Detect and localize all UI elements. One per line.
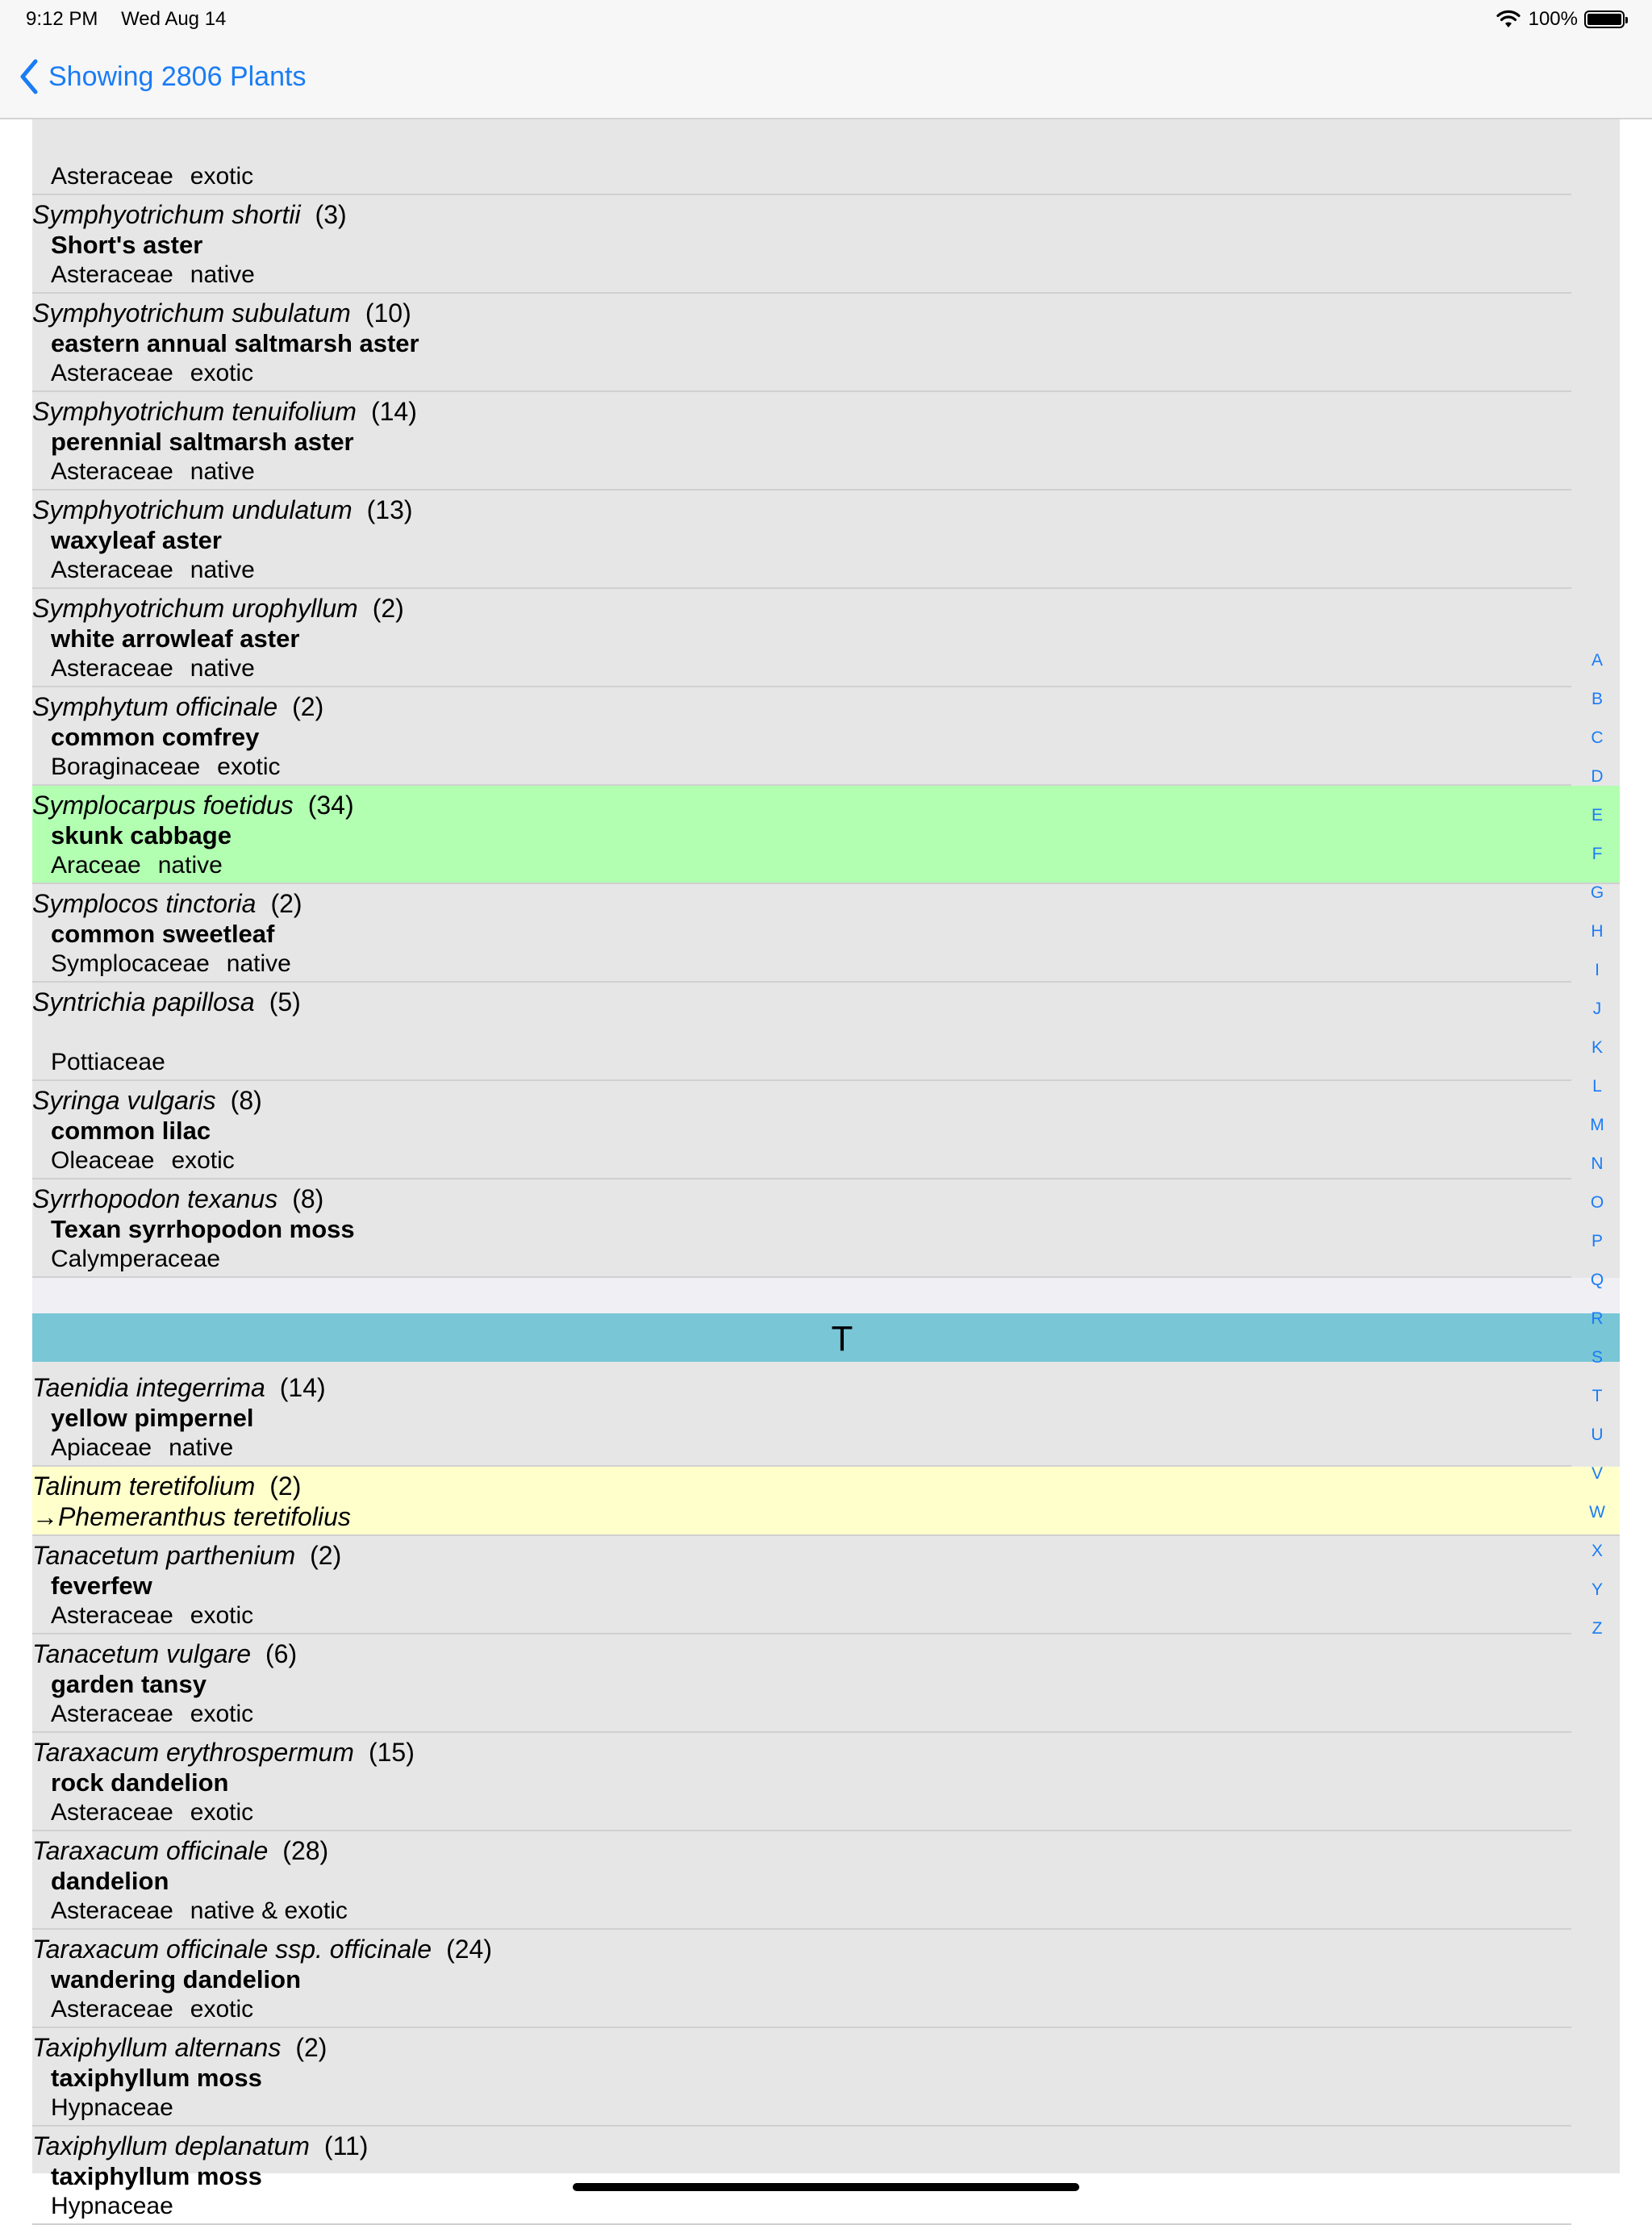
plant-family: Hypnaceae xyxy=(51,2094,173,2121)
back-button-label: Showing 2806 Plants xyxy=(48,61,307,92)
index-letter-l[interactable]: L xyxy=(1592,1077,1602,1096)
plant-family: Asteraceae xyxy=(51,360,173,386)
index-letter-f[interactable]: F xyxy=(1592,845,1603,863)
status-bar xyxy=(0,0,1652,39)
plant-status: exotic xyxy=(190,1799,254,1826)
index-letter-d[interactable]: D xyxy=(1591,767,1604,786)
common-name: Short's aster xyxy=(51,231,203,259)
list-item[interactable] xyxy=(32,1634,1571,1733)
observation-count: (11) xyxy=(323,2131,369,2160)
plant-family: Asteraceae xyxy=(51,1602,173,1629)
plant-family-status xyxy=(51,852,223,879)
plant-family-status xyxy=(51,1434,233,1462)
common-name: skunk cabbage xyxy=(51,821,232,850)
common-name: common lilac xyxy=(51,1117,211,1145)
accepted-name: Phemeranthus teretifolius xyxy=(58,1502,351,1531)
plant-family-status xyxy=(51,1897,348,1925)
common-name: eastern annual saltmarsh aster xyxy=(51,329,419,357)
plant-status: native xyxy=(190,261,255,288)
index-letter-n[interactable]: N xyxy=(1591,1154,1604,1173)
list-item[interactable] xyxy=(32,1467,1620,1536)
index-letter-e[interactable]: E xyxy=(1591,806,1603,824)
common-name: taxiphyllum moss xyxy=(51,2162,262,2190)
plant-title xyxy=(32,987,301,1017)
observation-count: (24) xyxy=(446,1935,492,1964)
scientific-name: Syrrhopodon texanus xyxy=(32,1184,278,1213)
scientific-name: Symphyotrichum subulatum xyxy=(32,298,351,328)
plant-status: native xyxy=(190,655,255,682)
list-item[interactable] xyxy=(32,491,1571,589)
arrow-icon: → xyxy=(32,1502,58,1531)
list-item[interactable] xyxy=(32,1536,1571,1634)
observation-count: (6) xyxy=(265,1639,298,1668)
plant-status: exotic xyxy=(217,753,281,780)
observation-count: (2) xyxy=(270,889,302,918)
scientific-name: Tanacetum parthenium xyxy=(32,1541,296,1570)
home-indicator[interactable] xyxy=(573,2183,1079,2191)
list-item[interactable] xyxy=(32,195,1571,294)
index-letter-u[interactable]: U xyxy=(1591,1426,1604,1444)
observation-count: (28) xyxy=(282,1836,329,1865)
common-name: garden tansy xyxy=(51,1670,206,1698)
common-name: taxiphyllum moss xyxy=(51,2064,262,2092)
plant-family: Asteraceae xyxy=(51,1799,173,1826)
plant-family-status xyxy=(51,360,253,387)
index-letter-p[interactable]: P xyxy=(1591,1232,1603,1250)
list-item[interactable] xyxy=(32,687,1571,786)
section-letter: T xyxy=(831,1319,853,1359)
observation-count: (3) xyxy=(315,200,347,229)
status-time: 9:12 PM xyxy=(26,8,98,30)
plant-title xyxy=(32,1472,301,1501)
observation-count: (13) xyxy=(366,495,413,524)
plant-status: exotic xyxy=(190,1701,254,1727)
observation-count: (2) xyxy=(292,692,324,721)
plant-title xyxy=(32,1639,297,1669)
plant-title xyxy=(32,594,404,624)
plant-list[interactable] xyxy=(32,119,1620,2219)
plant-family-status xyxy=(51,1602,253,1630)
battery-percent: 100% xyxy=(1528,8,1578,30)
list-item[interactable] xyxy=(32,589,1571,687)
plant-family: Asteraceae xyxy=(51,458,173,485)
scientific-name: Taxiphyllum deplanatum xyxy=(32,2131,310,2160)
index-letter-v[interactable]: V xyxy=(1591,1464,1603,1483)
list-item[interactable] xyxy=(32,1930,1571,2028)
plant-family-status xyxy=(51,2193,190,2220)
common-name: common comfrey xyxy=(51,723,260,751)
plant-family-status xyxy=(51,1799,253,1826)
plant-title xyxy=(32,1541,341,1571)
plant-family: Apiaceae xyxy=(51,1434,152,1461)
list-item[interactable] xyxy=(32,2127,1571,2225)
battery-level-fill xyxy=(1587,14,1621,25)
synonym-target xyxy=(32,1502,351,1532)
plant-status: native xyxy=(226,950,291,977)
plant-family: Asteraceae xyxy=(51,163,173,190)
plant-status: exotic xyxy=(171,1147,235,1174)
list-item[interactable] xyxy=(32,884,1571,983)
scientific-name: Tanacetum vulgare xyxy=(32,1639,251,1668)
back-button[interactable] xyxy=(18,58,306,95)
status-date: Wed Aug 14 xyxy=(121,8,227,30)
plant-family: Araceae xyxy=(51,852,141,879)
scientific-name: Symphytum officinale xyxy=(32,692,278,721)
index-letter-y[interactable]: Y xyxy=(1591,1580,1603,1599)
plant-family-status xyxy=(51,1147,235,1175)
plant-title xyxy=(32,2131,368,2161)
scientific-name: Taraxacum erythrospermum xyxy=(32,1738,354,1767)
observation-count: (2) xyxy=(372,594,404,623)
list-item[interactable] xyxy=(32,1081,1571,1179)
plant-title xyxy=(32,298,411,328)
common-name: common sweetleaf xyxy=(51,920,275,948)
plant-family-status xyxy=(51,557,255,584)
common-name: perennial saltmarsh aster xyxy=(51,428,354,456)
plant-title xyxy=(32,1086,262,1116)
plant-family: Asteraceae xyxy=(51,261,173,288)
section-s-rows xyxy=(32,195,1620,1278)
index-letter-k[interactable]: K xyxy=(1591,1038,1603,1057)
plant-family-status xyxy=(51,1996,253,2023)
plant-title xyxy=(32,2033,327,2063)
plant-family-status xyxy=(51,655,255,683)
common-name: feverfew xyxy=(51,1572,152,1600)
section-t-rows xyxy=(32,1368,1620,2225)
index-letter-r[interactable]: R xyxy=(1591,1309,1604,1328)
index-letter-g[interactable]: G xyxy=(1590,883,1604,902)
list-item[interactable] xyxy=(32,786,1620,884)
list-item[interactable] xyxy=(32,294,1571,392)
index-letter-a[interactable]: A xyxy=(1591,651,1603,670)
plant-family-status xyxy=(51,261,255,289)
scientific-name: Taraxacum officinale xyxy=(32,1836,269,1865)
plant-status: exotic xyxy=(190,163,254,190)
index-letter-m[interactable]: M xyxy=(1590,1116,1604,1134)
chevron-left-icon xyxy=(18,58,40,95)
scientific-name: Talinum teretifolium xyxy=(32,1472,256,1501)
list-item[interactable] xyxy=(32,1179,1571,1278)
index-letter-o[interactable]: O xyxy=(1590,1193,1604,1212)
plant-title xyxy=(32,1935,492,1964)
section-gap xyxy=(32,1278,1620,1313)
plant-status: native xyxy=(169,1434,234,1461)
plant-family-status xyxy=(51,1049,182,1076)
plant-family: Pottiaceae xyxy=(51,1049,165,1075)
plant-title xyxy=(32,1184,323,1214)
scientific-name: Syringa vulgaris xyxy=(32,1086,216,1115)
plant-family-status xyxy=(51,950,291,978)
index-letter-j[interactable]: J xyxy=(1592,1000,1602,1018)
index-letter-w[interactable]: W xyxy=(1589,1503,1605,1522)
list-item-partial[interactable] xyxy=(32,97,1571,195)
observation-count: (5) xyxy=(269,987,301,1016)
index-letter-c[interactable]: C xyxy=(1591,728,1604,747)
plant-family: Asteraceae xyxy=(51,655,173,682)
plant-title xyxy=(32,397,417,427)
scientific-name: Syntrichia papillosa xyxy=(32,987,255,1016)
plant-family: Calymperaceae xyxy=(51,1246,221,1272)
common-name: yellow pimpernel xyxy=(51,1404,254,1432)
list-item[interactable] xyxy=(32,2028,1571,2127)
alphabet-index[interactable] xyxy=(1581,650,1613,1657)
plant-title xyxy=(32,692,323,722)
plant-status: exotic xyxy=(190,1996,254,2023)
scientific-name: Taenidia integerrima xyxy=(32,1373,265,1402)
status-right xyxy=(1496,8,1625,31)
scientific-name: Symphyotrichum urophyllum xyxy=(32,594,358,623)
plant-family-status xyxy=(51,1701,253,1728)
scientific-name: Symphyotrichum tenuifolium xyxy=(32,397,357,426)
index-letter-x[interactable]: X xyxy=(1591,1542,1603,1560)
plant-status: exotic xyxy=(190,1602,254,1629)
observation-count: (14) xyxy=(279,1373,326,1402)
scientific-name: Taxiphyllum alternans xyxy=(32,2033,282,2062)
plant-list-content xyxy=(32,97,1620,2225)
plant-status: exotic xyxy=(190,360,254,386)
plant-family: Asteraceae xyxy=(51,557,173,583)
observation-count: (14) xyxy=(370,397,417,426)
index-letter-s[interactable]: S xyxy=(1591,1348,1603,1367)
list-item[interactable] xyxy=(32,983,1571,1081)
plant-title xyxy=(32,889,302,919)
plant-title xyxy=(32,1373,326,1403)
index-letter-z[interactable]: Z xyxy=(1592,1619,1603,1638)
observation-count: (10) xyxy=(365,298,411,328)
list-item[interactable] xyxy=(32,1368,1571,1467)
observation-count: (8) xyxy=(292,1184,324,1213)
common-name: dandelion xyxy=(51,1867,169,1895)
plant-family-status xyxy=(51,753,281,781)
plant-family: Asteraceae xyxy=(51,1701,173,1727)
plant-family: Oleaceae xyxy=(51,1147,155,1174)
index-letter-h[interactable]: H xyxy=(1591,922,1604,941)
plant-title xyxy=(32,495,413,525)
scientific-name: Symphyotrichum shortii xyxy=(32,200,301,229)
plant-title xyxy=(32,200,347,230)
plant-title xyxy=(32,791,354,820)
plant-family-status xyxy=(51,163,253,190)
plant-title xyxy=(32,1738,415,1768)
common-name: rock dandelion xyxy=(51,1768,229,1797)
plant-family: Boraginaceae xyxy=(51,753,201,780)
list-item[interactable] xyxy=(32,1733,1571,1831)
observation-count: (2) xyxy=(269,1472,302,1501)
index-letter-i[interactable]: I xyxy=(1595,961,1600,979)
scientific-name: Symplocos tinctoria xyxy=(32,889,257,918)
scientific-name: Symphyotrichum undulatum xyxy=(32,495,353,524)
plant-family-status xyxy=(51,2094,190,2122)
scientific-name: Symplocarpus foetidus xyxy=(32,791,294,820)
scientific-name: Taraxacum officinale ssp. officinale xyxy=(32,1935,432,1964)
list-item[interactable] xyxy=(32,392,1571,491)
status-left xyxy=(26,8,244,31)
observation-count: (15) xyxy=(368,1738,415,1767)
common-name: Texan syrrhopodon moss xyxy=(51,1215,355,1243)
plant-status: native xyxy=(190,557,255,583)
common-name: white arrowleaf aster xyxy=(51,624,300,653)
observation-count: (2) xyxy=(310,1541,342,1570)
plant-family: Hypnaceae xyxy=(51,2193,173,2219)
observation-count: (34) xyxy=(307,791,354,820)
plant-status: native xyxy=(190,458,255,485)
plant-family: Symplocaceae xyxy=(51,950,210,977)
section-header-t xyxy=(32,1313,1620,1368)
plant-status: native xyxy=(157,852,223,879)
observation-count: (8) xyxy=(230,1086,262,1115)
observation-count: (2) xyxy=(295,2033,327,2062)
index-letter-t[interactable]: T xyxy=(1592,1387,1603,1405)
plant-title xyxy=(32,1836,328,1866)
plant-family: Asteraceae xyxy=(51,1996,173,2023)
plant-family: Asteraceae xyxy=(51,1897,173,1924)
list-item[interactable] xyxy=(32,1831,1571,1930)
plant-status: native & exotic xyxy=(190,1897,348,1924)
plant-family-status xyxy=(51,458,255,486)
plant-family-status xyxy=(51,1246,237,1273)
index-letter-q[interactable]: Q xyxy=(1590,1271,1604,1289)
common-name: waxyleaf aster xyxy=(51,526,222,554)
common-name: wandering dandelion xyxy=(51,1965,302,1993)
index-letter-b[interactable]: B xyxy=(1591,690,1603,708)
battery-icon xyxy=(1584,10,1625,28)
wifi-icon xyxy=(1496,10,1521,29)
